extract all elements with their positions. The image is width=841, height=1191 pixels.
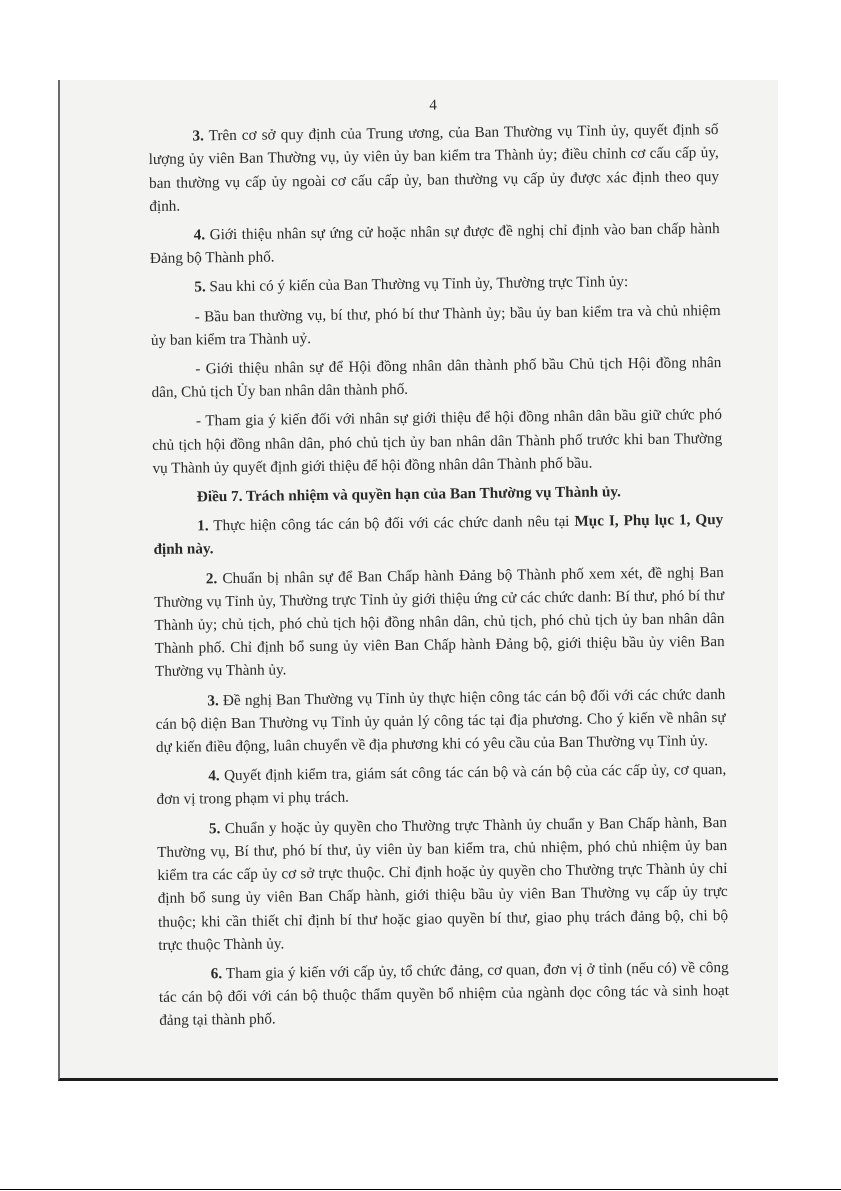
paragraph-text: Sau khi có ý kiến của Ban Thường vụ Tỉnh ủy, Thường trực Tỉnh ủy:	[205, 273, 629, 296]
item-text: Đề nghị Ban Thường vụ Tỉnh ủy thực hiện công tác cán bộ đối với các chức danh cán bộ diện Ban Thường vụ Tỉnh ủy quản lý công tác tại địa phương. Cho ý kiến về nhân sự dự kiến điều động, luân chuyển về địa phương khi có yêu cầu của Ban Thường vụ Tỉnh ủy.	[155, 685, 726, 757]
paragraph-3	[148, 118, 719, 218]
paragraph-text: - Tham gia ý kiến đối với nhân sự giới thiệu để hội đồng nhân dân bầu giữ chức phó chủ tịch hội đồng nhân dân, phó chủ tịch ủy ban nhân dân Thành phố trước khi ban Thường vụ Thành ủy quyết định giới thiệu để hội đồng nhân dân Thành phố bầu.	[152, 406, 723, 477]
item-bold-reference: Mục I, Phụ lục 1, Quy định này.	[153, 511, 724, 559]
item-number: 4.	[208, 767, 220, 785]
item-text: Thực hiện công tác cán bộ đối với các chức danh nêu tại	[208, 513, 575, 535]
article-item-2	[154, 561, 725, 684]
bullet-introduce-council-chairman	[151, 351, 722, 404]
item-text: Chuẩn bị nhân sự để Ban Chấp hành Đảng bộ Thành phố xem xét, đề nghị Ban Thường vụ Tỉnh ủy, Thường trực Tỉnh ủy giới thiệu ứng cử các chức danh: Bí thư, phó bí thư Thành ủy; chủ tịch, phó chủ tịch hội đồng nhân dân, chủ tịch, phó chủ tịch ủy ban nhân dân Thành phố. Chỉ định bổ sung ủy viên Ban Chấp hành Đảng bộ, giới thiệu bầu ủy viên Ban Thường vụ Thành ủy.	[154, 563, 725, 681]
item-number: 5.	[208, 819, 221, 837]
page-number: 4	[429, 97, 437, 114]
article-heading: Điều 7. Trách nhiệm và quyền hạn của Ban Thường vụ Thành ủy.	[196, 483, 622, 506]
article-item-4	[156, 758, 727, 811]
paragraph-5	[150, 269, 720, 299]
paragraph-number: 5.	[194, 278, 206, 296]
article-item-6	[159, 956, 730, 1033]
item-number: 1.	[197, 517, 209, 535]
item-text: Tham gia ý kiến với cấp ủy, tổ chức đảng, cơ quan, đơn vị ở tỉnh (nếu có) về công tác cán bộ đối với cán bộ thuộc thẩm quyền bổ nhiệm của ngành dọc công tác và sinh hoạt đảng tại thành phố.	[158, 958, 730, 1030]
item-text: Quyết định kiểm tra, giám sát công tác cán bộ và cán bộ của các cấp ủy, cơ quan, đơn vị trong phạm vi phụ trách.	[156, 761, 727, 809]
bullet-elect-standing-committee	[151, 299, 722, 352]
item-number: 2.	[205, 569, 218, 587]
article-item-5	[157, 811, 729, 957]
paragraph-number: 4.	[193, 226, 206, 244]
document-page	[148, 91, 729, 1038]
paragraph-text: Trên cơ sở quy định của Trung ương, của Ban Thường vụ Tỉnh ủy, quyết định số lượng ủy viên Ban Thường vụ, ủy viên ủy ban kiểm tra Thành ủy; điều chỉnh cơ cấu cấp ủy, ban thường vụ cấp ủy ngoài cơ cấu cấp ủy, ban thường vụ cấp ủy được xác định theo quy định.	[148, 121, 720, 215]
paragraph-4	[150, 217, 721, 270]
item-number: 6.	[210, 965, 223, 983]
article-item-1	[153, 508, 724, 561]
paragraph-text: - Bầu ban thường vụ, bí thư, phó bí thư Thành ủy; bầu ủy ban kiểm tra và chủ nhiệm ủy ban kiểm tra Thành uỷ.	[150, 301, 721, 349]
article-item-3	[155, 683, 726, 760]
item-number: 3.	[207, 691, 219, 709]
paragraph-number: 3.	[192, 127, 204, 145]
paragraph-text: Giới thiệu nhân sự ứng cử hoặc nhân sự được đề nghị chỉ định vào ban chấp hành Đảng bộ Thành phố.	[149, 220, 720, 268]
page-bottom-border	[0, 1189, 841, 1190]
paragraph-text: - Giới thiệu nhân sự để Hội đồng nhân dân thành phố bầu Chủ tịch Hội đồng nhân dân, Chủ tịch Ủy ban nhân dân thành phố.	[151, 354, 722, 402]
bullet-opinion-vice-chairman	[152, 403, 723, 480]
item-text: Chuẩn y hoặc ủy quyền cho Thường trực Thành ủy chuẩn y Ban Chấp hành, Ban Thường vụ, Bí thư, phó bí thư, ủy viên ủy ban kiểm tra, chủ nhiệm, phó chủ nhiệm ủy ban kiểm tra các cấp ủy cơ sở trực thuộc. Chỉ định hoặc ủy quyền cho Thường trực Thành ủy chỉ định bổ sung ủy viên Ban Chấp hành, giới thiệu bầu ủy viên Ban Thường vụ cấp ủy trực thuộc; khi cần thiết chỉ định bí thư hoặc giao quyền bí thư, giao phụ trách đảng bộ, chi bộ trực thuộc Thành ủy.	[157, 813, 729, 954]
